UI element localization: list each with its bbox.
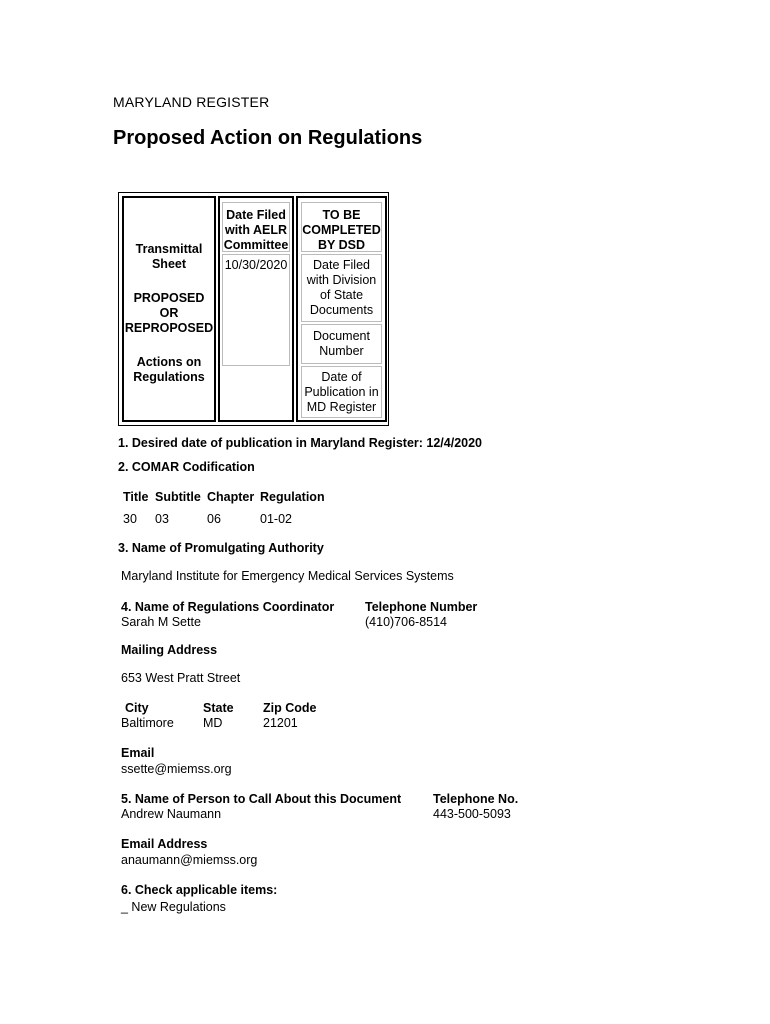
email-address-value: anaumann@miemss.org <box>121 853 258 867</box>
dsd-document-number-line2: Number <box>319 344 364 358</box>
aelr-date-cell <box>222 254 290 366</box>
comar-title-value: 30 <box>123 512 137 526</box>
dsd-publication-date-cell <box>301 366 382 418</box>
email-address-label: Email Address <box>121 837 208 851</box>
city-value: Baltimore <box>121 716 174 730</box>
proposed-label: PROPOSED <box>133 291 205 305</box>
contact-phone-label: Telephone No. <box>433 792 519 806</box>
coordinator-name: Sarah M Sette <box>121 615 201 629</box>
comar-chapter-header: Chapter <box>207 490 255 504</box>
item5-label: 5. Name of Person to Call About this Document <box>121 792 402 806</box>
dsd-header-line1: TO BE <box>322 208 361 222</box>
dsd-publication-line2: Publication in <box>304 385 379 399</box>
aelr-cell <box>218 196 294 422</box>
aelr-header-line3: Committee <box>223 238 289 252</box>
aelr-header <box>222 202 290 252</box>
new-regulations-check: _ New Regulations <box>121 900 226 914</box>
promulgating-authority-value: Maryland Institute for Emergency Medical Services Systems <box>121 569 454 583</box>
comar-subtitle-header: Subtitle <box>155 490 201 504</box>
comar-chapter-value: 06 <box>207 512 221 526</box>
transmittal-left-cell <box>122 196 216 422</box>
page-title: Proposed Action on Regulations <box>113 127 423 149</box>
dsd-header-line3: BY DSD <box>317 238 365 252</box>
dsd-cell <box>296 196 387 422</box>
dsd-document-number-line1: Document <box>313 329 370 343</box>
state-label: State <box>203 701 234 715</box>
comar-regulation-value: 01-02 <box>260 512 292 526</box>
dsd-header-line2: COMPLETED <box>302 223 381 237</box>
email-value: ssette@miemss.org <box>121 762 232 776</box>
comar-subtitle-value: 03 <box>155 512 169 526</box>
item4-label: 4. Name of Regulations Coordinator <box>121 600 335 614</box>
dsd-date-filed-line4: Documents <box>309 303 374 317</box>
register-heading: MARYLAND REGISTER <box>113 94 270 110</box>
dsd-document-number-cell <box>301 324 382 364</box>
contact-phone: 443-500-5093 <box>433 807 511 821</box>
state-value: MD <box>203 716 223 730</box>
email-label: Email <box>121 746 155 760</box>
or-label: OR <box>159 306 179 320</box>
item6-label: 6. Check applicable items: <box>121 883 278 897</box>
dsd-date-filed-line2: with Division <box>306 273 377 287</box>
mailing-address-label: Mailing Address <box>121 643 218 657</box>
item3-label: 3. Name of Promulgating Authority <box>118 541 324 555</box>
dsd-date-filed-line1: Date Filed <box>313 258 370 272</box>
comar-regulation-header: Regulation <box>260 490 325 504</box>
zip-value: 21201 <box>263 716 298 730</box>
transmittal-box <box>118 192 389 426</box>
regulations-label: Regulations <box>133 370 205 384</box>
dsd-publication-line1: Date of <box>321 370 362 384</box>
reproposed-label: REPROPOSED <box>124 321 214 335</box>
aelr-header-line2: with AELR <box>224 223 288 237</box>
coordinator-phone: (410)706-8514 <box>365 615 448 629</box>
actions-on-label: Actions on <box>136 355 202 369</box>
mailing-street: 653 West Pratt Street <box>121 671 241 685</box>
item1-desired-publication-date: 1. Desired date of publication in Maryland Register: 12/4/2020 <box>118 436 483 450</box>
dsd-publication-line3: MD Register <box>306 400 377 414</box>
dsd-date-filed-cell <box>301 254 382 322</box>
item2-label: 2. COMAR Codification <box>118 460 255 474</box>
comar-title-header: Title <box>123 490 149 504</box>
sheet-label: Sheet <box>151 257 187 271</box>
contact-name: Andrew Naumann <box>121 807 222 821</box>
dsd-header <box>301 202 382 252</box>
coordinator-phone-label: Telephone Number <box>365 600 478 614</box>
dsd-date-filed-line3: of State <box>319 288 364 302</box>
city-label: City <box>125 701 149 715</box>
transmittal-label: Transmittal <box>135 242 203 256</box>
aelr-header-line1: Date Filed <box>226 208 286 222</box>
zip-label: Zip Code <box>263 701 317 715</box>
aelr-date-filed: 10/30/2020 <box>224 258 288 272</box>
